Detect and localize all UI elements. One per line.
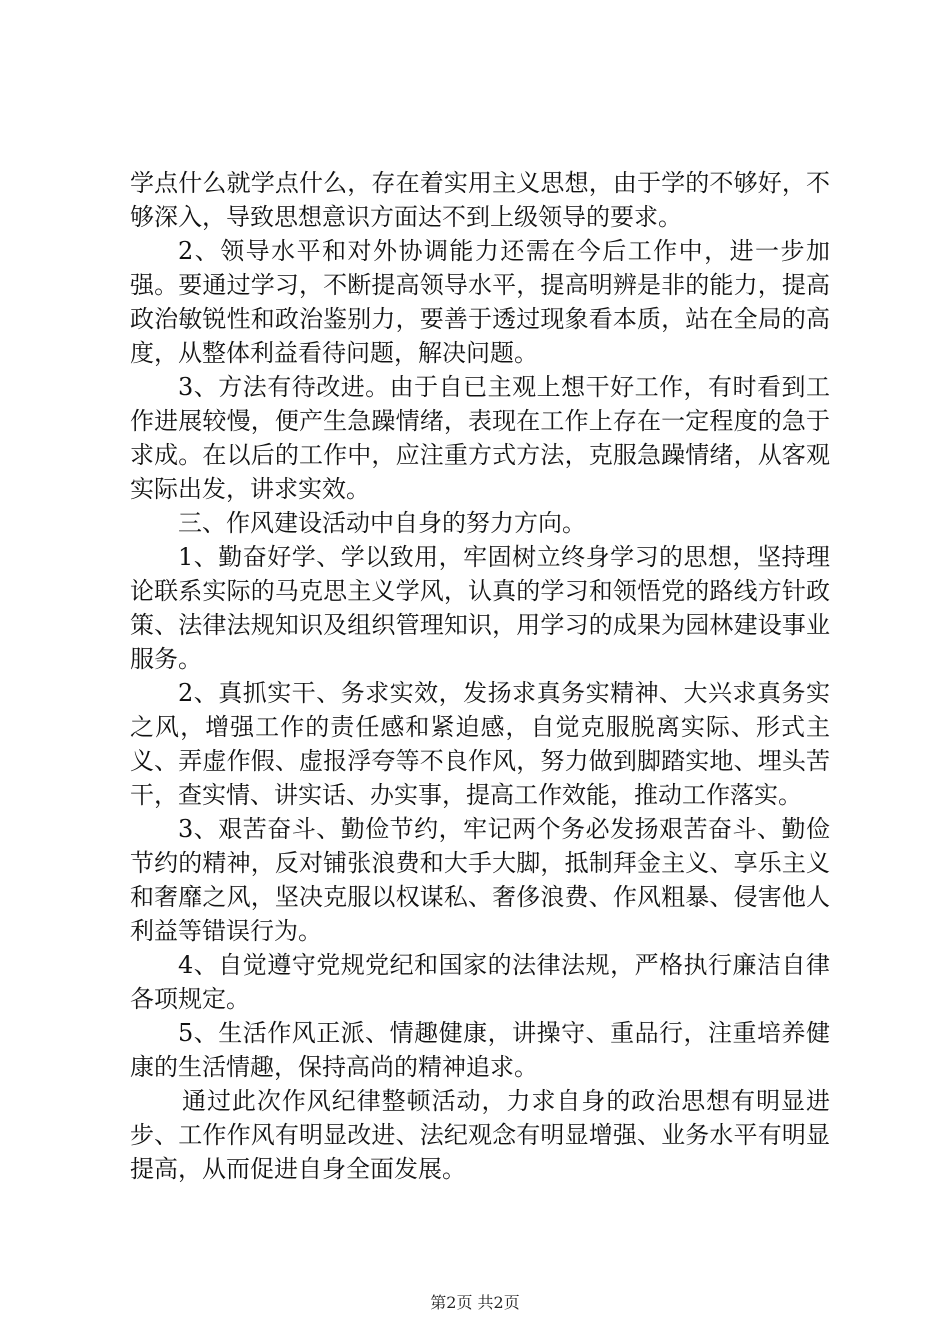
- paragraph-study: 1、勤奋好学、学以致用，牢固树立终身学习的思想，坚持理论联系实际的马克思主义学风，认真的学习和领悟党的路线方针政策、法律法规知识及组织管理知识，用学习的成果为园林建设事业服务。: [130, 543, 830, 673]
- page-number-footer: 第2页 共2页: [430, 1293, 520, 1312]
- document-body: [130, 166, 830, 1186]
- paragraph-pragmatic: 2、真抓实干、务求实效，发扬求真务实精神、大兴求真务实之风，增强工作的责任感和紧迫感，自觉克服脱离实际、形式主义、弄虚作假、虚报浮夸等不良作风，努力做到脚踏实地、埋头苦干，查实情、讲实话、办实事，提高工作效能，推动工作落实。: [130, 679, 830, 809]
- paragraph-frugality: 3、艰苦奋斗、勤俭节约，牢记两个务必发扬艰苦奋斗、勤俭节约的精神，反对铺张浪费和大手大脚，抵制拜金主义、享乐主义和奢靡之风，坚决克服以权谋私、奢侈浪费、作风粗暴、侵害他人利益等错误行为。: [130, 815, 830, 945]
- paragraph-method: 3、方法有待改进。由于自已主观上想干好工作，有时看到工作进展较慢，便产生急躁情绪，表现在工作上存在一定程度的急于求成。在以后的工作中，应注重方式方法，克服急躁情绪，从客观实际出发，讲求实效。: [130, 373, 830, 503]
- paragraph-continuation: 学点什么就学点什么，存在着实用主义思想，由于学的不够好，不够深入，导致思想意识方面达不到上级领导的要求。: [130, 169, 830, 231]
- paragraph-leadership: 2、领导水平和对外协调能力还需在今后工作中，进一步加强。要通过学习，不断提高领导水平，提高明辨是非的能力，提高政治敏锐性和政治鉴别力，要善于透过现象看本质，站在全局的高度，从整体利益看待问题，解决问题。: [130, 237, 830, 367]
- paragraph-lifestyle: 5、生活作风正派、情趣健康，讲操守、重品行，注重培养健康的生活情趣，保持高尚的精神追求。: [130, 1019, 830, 1081]
- paragraph-conclusion: 通过此次作风纪律整顿活动，力求自身的政治思想有明显进步、工作作风有明显改进、法纪观念有明显增强、业务水平有明显提高，从而促进自身全面发展。: [130, 1087, 830, 1183]
- section-heading-direction: 三、作风建设活动中自身的努力方向。: [178, 509, 586, 537]
- paragraph-discipline: 4、自觉遵守党规党纪和国家的法律法规，严格执行廉洁自律各项规定。: [130, 951, 830, 1013]
